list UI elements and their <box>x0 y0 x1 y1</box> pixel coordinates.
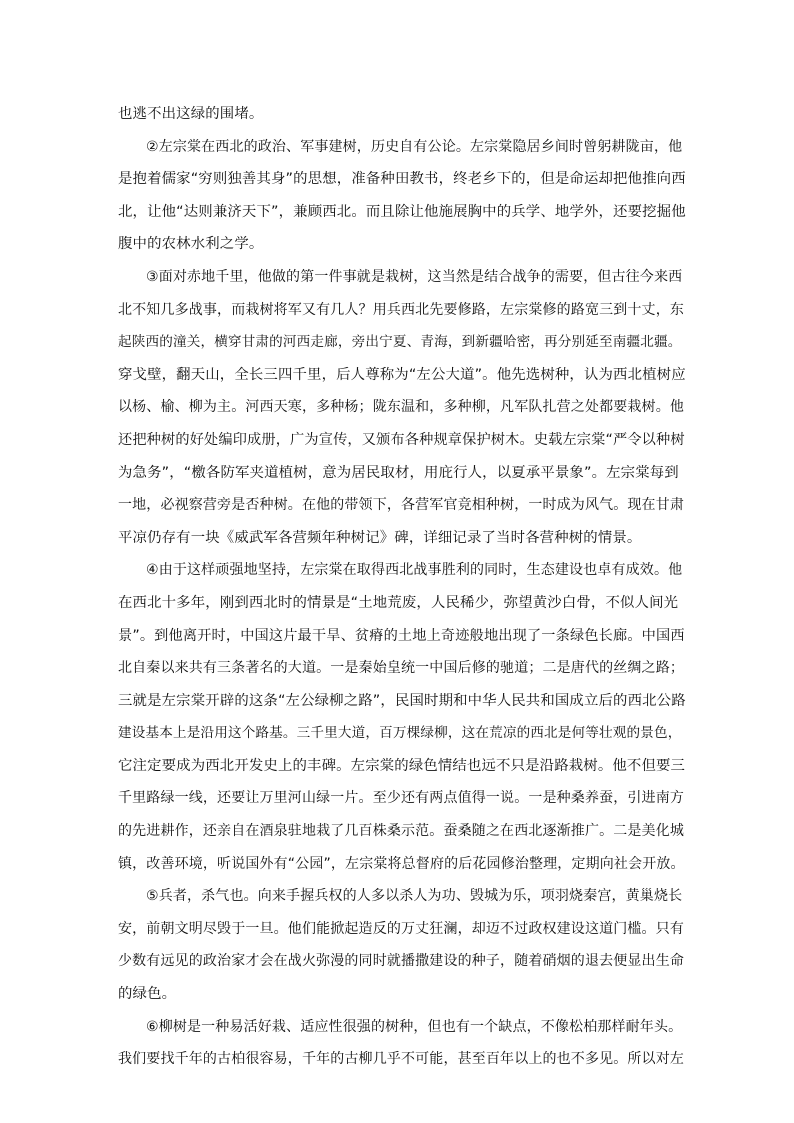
text-line: 为急务”，“檄各防军夹道植树，意为居民取材，用庇行人，以夏承平景象”。左宗棠每到 <box>118 464 679 481</box>
text-line: 起陕西的潼关，横穿甘肃的河西走廊，旁出宁夏、青海，到新疆哈密，再分别延至南疆北疆。 <box>118 334 682 351</box>
document-body <box>118 98 686 1076</box>
paragraph-first-line: ③面对赤地千里，他做的第一件事就是栽树，这当然是结合战争的需要，但古往今来西 <box>146 268 683 285</box>
paragraph-first-line: ⑤兵者，杀气也。向来手握兵权的人多以杀人为功、毁城为乐，项羽烧秦宫，黄巢烧长 <box>146 888 683 905</box>
text-line: 的绿色。 <box>118 986 177 1003</box>
text-line: 它注定要成为西北开发史上的丰碑。左宗棠的绿色情结也远不只是沿路栽树。他不但要三 <box>118 757 686 774</box>
text-line: 平凉仍存有一块《威武军各营频年种树记》碑，详细记录了当时各营种树的情景。 <box>118 529 642 546</box>
text-line: 安，前朝文明尽毁于一旦。他们能掀起造反的万丈狂澜，却迈不过政权建设这道门槛。只有 <box>118 920 684 937</box>
text-line: 穿戈壁，翻天山，全长三四千里，后人尊称为“左公大道”。他先选树种，认为西北植树应 <box>118 366 686 383</box>
text-line: 千里路绿一线，还要让万里河山绿一片。至少还有两点值得一说。一是种桑养蚕，引进南方 <box>118 790 684 807</box>
text-line: 三就是左宗棠开辟的这条“左公绿柳之路”，民国时期和中华人民共和国成立后的西北公路 <box>118 692 686 709</box>
paragraph-first-line: ④由于这样顽强地坚持，左宗棠在取得西北战事胜利的同时，生态建设也卓有成效。他 <box>146 562 683 579</box>
text-line: 少数有远见的政治家才会在战火弥漫的同时就播撒建设的种子，随着硝烟的退去便显出生命 <box>118 953 684 970</box>
text-line: 还把种树的好处编印成册，广为宣传，又颁布各种规章保护树木。史载左宗棠“严令以种树 <box>118 431 685 448</box>
text-line: 腹中的农林水利之学。 <box>118 236 264 253</box>
text-line: 北，让他“达则兼济天下”，兼顾西北。而且除让他施展胸中的兵学、地学外，还要挖掘他 <box>118 203 686 220</box>
text-line: 一地，必视察营旁是否种树。在他的带领下，各营军官竞相种树，一时成为风气。现在甘肃 <box>118 497 684 514</box>
text-line: 建设基本上是沿用这个路基。三千里大道，百万棵绿柳，这在荒凉的西北是何等壮观的景色， <box>118 725 682 742</box>
text-line: 景”。到他离开时，中国这片最干旱、贫瘠的土地上奇迹般地出现了一条绿色长廊。中国西 <box>118 627 685 644</box>
text-line: 以杨、榆、柳为主。河西天寒，多种杨；陇东温和，多种柳，凡军队扎营之处都要栽树。他 <box>118 399 684 416</box>
text-line: 也逃不出这绿的围堵。 <box>118 106 264 122</box>
text-line: 的先进耕作，还亲自在酒泉驻地栽了几百株桑示范。蚕桑随之在西北逐渐推广。二是美化城 <box>118 823 684 840</box>
paragraph-first-line: ②左宗棠在西北的政治、军事建树，历史自有公论。左宗棠隐居乡间时曾躬耕陇亩，他 <box>146 138 683 155</box>
text-line: 在西北十多年，刚到西北时的情景是“土地荒废，人民稀少，弥望黄沙白骨，不似人间光 <box>118 594 679 611</box>
text-line: 是抱着儒家“穷则独善其身”的思想，准备种田教书，终老乡下的，但是命运却把他推向西 <box>118 171 686 188</box>
text-line: 北自秦以来共有三条著名的大道。一是秦始皇统一中国后修的驰道；二是唐代的丝绸之路； <box>118 660 684 677</box>
text-line: 我们要找千年的古柏很容易，千年的古柳几乎不可能，甚至百年以上的也不多见。所以对左 <box>118 1051 684 1068</box>
text-line: 镇，改善环境，听说国外有“公园”，左宗棠将总督府的后花园修治整理，定期向社会开放。 <box>118 855 685 872</box>
paragraph-first-line: ⑥柳树是一种易活好栽、适应性很强的树种，但也有一个缺点，不像松柏那样耐年头。 <box>146 1018 683 1035</box>
text-line: 北不知几多战事，而栽树将军又有几人？用兵西北先要修路，左宗棠修的路宽三到十丈，东 <box>118 301 684 318</box>
